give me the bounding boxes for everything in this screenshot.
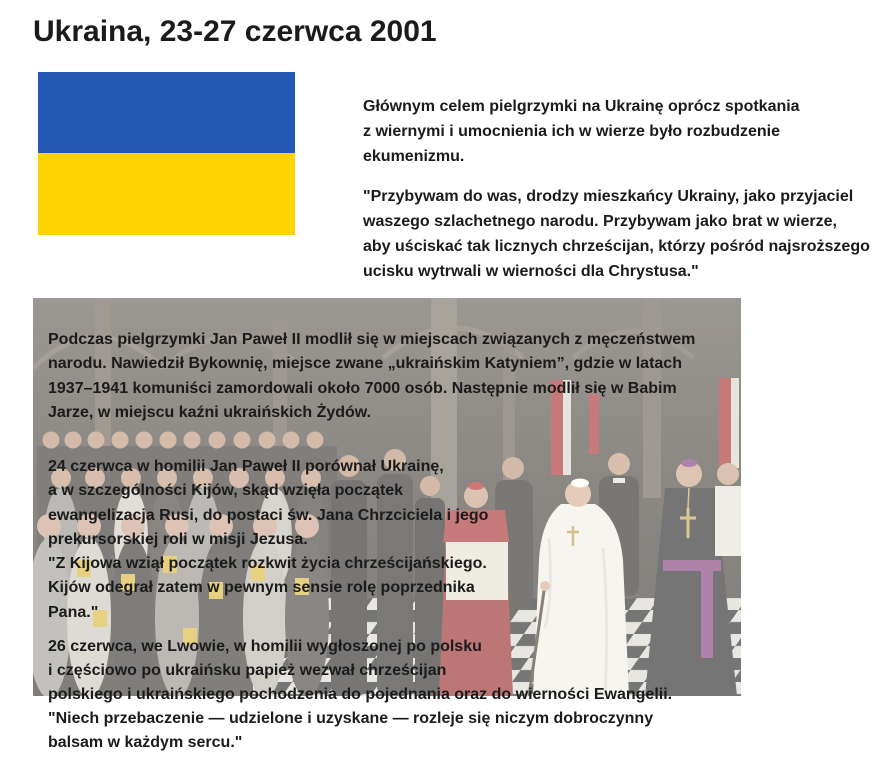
event-kyiv-homily (48, 455, 488, 625)
ukraine-flag (38, 72, 295, 235)
intro-block (363, 94, 870, 284)
page-title: Ukraina, 23-27 czerwca 2001 (33, 15, 437, 48)
event-kyiv-homily-text: 24 czerwca w homilii Jan Paweł II porównał Ukrainę, a w szczególności Kijów, skąd wzięła początek ewangelizacja Rusi, do postaci św. Jana Chrzciciela i jego prekursorskiej roli w misji Jezusa. (48, 458, 489, 548)
intro-quote: "Przybywam do was, drodzy mieszkańcy Ukrainy, jako przyjaciel waszego szlachetnego narodu. Przybywam jako brat w wierze, aby uściskać tak licznych chrześcijan, którzy pośród najsroższego ucisku wytrwali w wierności dla Chrystusa." (363, 188, 870, 280)
event-lviv-homily (48, 635, 672, 755)
intro-text: Głównym celem pielgrzymki na Ukrainę oprócz spotkania z wiernymi i umocnienia ich w wierze było rozbudzenie ekumenizmu. (363, 98, 800, 165)
event-lviv-homily-quote: "Niech przebaczenie — udzielone i uzyskane — rozleje się niczym dobroczynny balsam w każdym sercu." (48, 710, 654, 751)
flag-blue-stripe (38, 72, 295, 153)
event-memorial-prayers (48, 328, 695, 425)
event-lviv-homily-text: 26 czerwca, we Lwowie, w homilii wygłoszonej po polsku i częściowo po ukraińsku papież wezwał chrześcijan polskiego i ukraińskiego pochodzenia do pojednania oraz do wierności Ewangelii. (48, 638, 673, 703)
event-memorial-prayers-text: Podczas pielgrzymki Jan Paweł II modlił się w miejscach związanych z męczeństwem narodu. Nawiedził Bykownię, miejsce zwane „ukraińskim Katyniem”, gdzie w latach 1937–1941 komuniści zamordowali około 7000 osób. Następnie modlił się w Babim Jarze, w miejscu kaźni ukraińskich Żydów. (48, 331, 696, 421)
flag-yellow-stripe (38, 153, 295, 235)
event-kyiv-homily-quote: "Z Kijowa wziął początek rozkwit życia chrześcijańskiego. Kijów odegrał zatem w pewnym sensie rolę poprzednika Pana." (48, 555, 487, 621)
